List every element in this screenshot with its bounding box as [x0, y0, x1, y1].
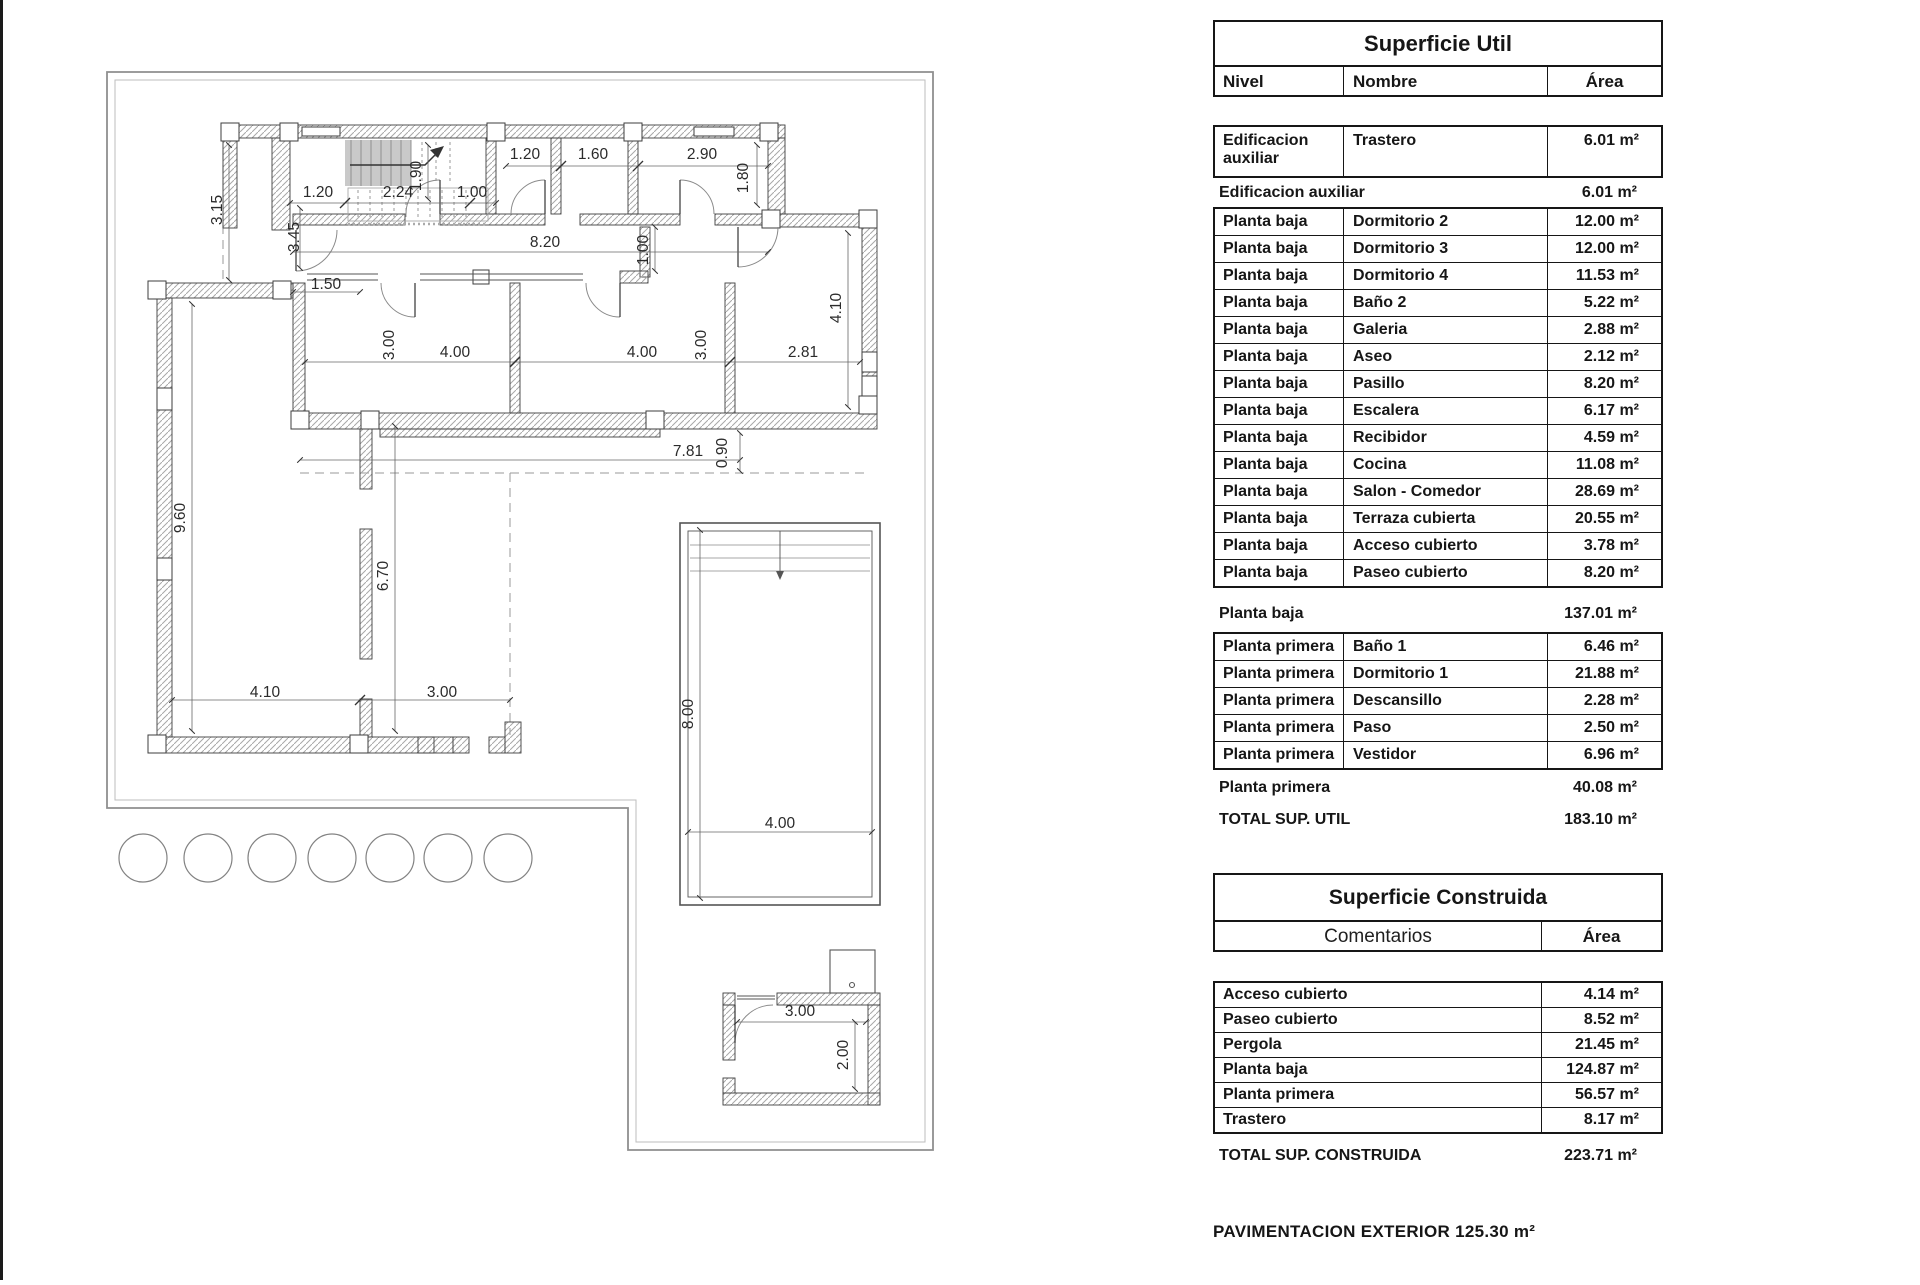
total-area: 183.10 m² [1564, 811, 1637, 828]
cell-nombre: Galeria [1343, 317, 1547, 343]
cell-nombre: Paseo cubierto [1343, 560, 1547, 586]
cell-nivel: Planta baja [1223, 429, 1308, 446]
total-area: 223.71 m² [1564, 1147, 1637, 1164]
cell-nivel: Planta primera [1223, 719, 1335, 736]
subtotal-area: 137.01 m² [1564, 605, 1637, 622]
cell-nombre: Recibidor [1343, 425, 1547, 451]
cell-area: 6.01 m² [1547, 127, 1661, 176]
cell-nombre: Dormitorio 4 [1343, 263, 1547, 289]
superficie-util-header [1213, 20, 1663, 97]
subtotal-label: Planta primera [1219, 779, 1331, 796]
cell-area: 5.22 m² [1547, 290, 1661, 316]
cell-area: 6.96 m² [1547, 742, 1661, 768]
cell-area: 11.08 m² [1547, 452, 1661, 478]
total-superficie-construida [1213, 1142, 1663, 1170]
cell-nivel: Planta baja [1223, 294, 1308, 311]
cell-area: 8.52 m² [1541, 1008, 1661, 1032]
cell-nivel: Planta baja [1223, 375, 1308, 392]
dim-label: 4.00 [626, 344, 658, 361]
cell-nombre: Trastero [1343, 127, 1547, 176]
table-row [1215, 289, 1661, 316]
table-row [1215, 660, 1661, 687]
cell-area: 56.57 m² [1541, 1083, 1661, 1107]
subtotal-planta-primera [1213, 774, 1663, 802]
table-row [1215, 714, 1661, 741]
table-row [1215, 687, 1661, 714]
table-row [1215, 397, 1661, 424]
dim-label: 2.24 [382, 184, 414, 201]
table-title: Superficie Util [1364, 30, 1512, 56]
dim-label: 1.80 [735, 162, 752, 194]
cell-nivel: Planta primera [1223, 746, 1335, 763]
subtotal-label: Planta baja [1219, 605, 1304, 622]
cell-label: Trastero [1223, 1111, 1287, 1128]
cell-area: 21.45 m² [1541, 1033, 1661, 1057]
cell-nombre: Acceso cubierto [1343, 533, 1547, 559]
cell-nombre: Dormitorio 3 [1343, 236, 1547, 262]
table-title: Superficie Construida [1328, 885, 1548, 909]
col-area: Área [1541, 922, 1661, 952]
dim-label: 3.00 [693, 329, 710, 361]
cell-area: 12.00 m² [1547, 236, 1661, 262]
table-columns [1215, 65, 1661, 97]
dim-label: 9.60 [172, 502, 189, 534]
dim-label: 4.10 [828, 292, 845, 324]
cell-nivel: Planta baja [1223, 213, 1308, 230]
total-superficie-util [1213, 806, 1663, 834]
cell-area: 8.20 m² [1547, 560, 1661, 586]
dim-label: 6.70 [375, 560, 392, 592]
table-row [1215, 983, 1661, 1007]
dim-label: 8.00 [680, 698, 697, 730]
table-row [1215, 127, 1661, 176]
cell-nombre: Paso [1343, 715, 1547, 741]
cell-nivel: Planta baja [1223, 456, 1308, 473]
table-row [1215, 1082, 1661, 1107]
table-row [1215, 424, 1661, 451]
cell-nivel: Planta baja [1223, 402, 1308, 419]
table-row [1215, 343, 1661, 370]
dim-label: 3.00 [381, 329, 398, 361]
dim-label: 7.81 [672, 443, 704, 460]
tree-circles [119, 834, 532, 882]
table-row [1215, 532, 1661, 559]
cell-nombre: Dormitorio 2 [1343, 209, 1547, 235]
col-area: Área [1547, 67, 1661, 97]
dim-label: 1.60 [577, 146, 609, 163]
cell-nivel: Planta baja [1223, 483, 1308, 500]
dim-label: 1.50 [310, 276, 342, 293]
cell-area: 2.28 m² [1547, 688, 1661, 714]
cell-area: 21.88 m² [1547, 661, 1661, 687]
dim-label: 2.81 [787, 344, 819, 361]
dim-label: 1.20 [302, 184, 334, 201]
block-planta-primera [1213, 632, 1663, 770]
cell-nombre: Baño 1 [1343, 634, 1547, 660]
dim-label: 1.90 [408, 160, 425, 192]
table-row [1215, 559, 1661, 586]
cell-area: 28.69 m² [1547, 479, 1661, 505]
cell-nivel: Planta baja [1223, 564, 1308, 581]
cell-area: 8.20 m² [1547, 371, 1661, 397]
cell-label: Paseo cubierto [1223, 1011, 1338, 1028]
table-columns [1215, 920, 1661, 952]
glazing [307, 274, 775, 999]
cell-area: 2.50 m² [1547, 715, 1661, 741]
cell-nivel: Planta baja [1223, 240, 1308, 257]
cell-area: 124.87 m² [1541, 1058, 1661, 1082]
cell-nombre: Descansillo [1343, 688, 1547, 714]
dim-label: 3.45 [286, 221, 303, 253]
table-row [1215, 370, 1661, 397]
col-nombre: Nombre [1343, 67, 1547, 97]
subtotal-label: Edificacion auxiliar [1219, 184, 1365, 201]
dim-label: 3.15 [209, 194, 226, 226]
table-row [1215, 634, 1661, 660]
table-row [1215, 1007, 1661, 1032]
cell-nombre: Vestidor [1343, 742, 1547, 768]
subtotal-area: 40.08 m² [1572, 779, 1637, 796]
pavimentacion-note: PAVIMENTACION EXTERIOR 125.30 m² [1213, 1222, 1536, 1241]
dim-label: 0.90 [714, 437, 731, 469]
cell-nombre: Terraza cubierta [1343, 506, 1547, 532]
col-comentarios: Comentarios [1324, 926, 1432, 947]
dim-label: 1.20 [509, 146, 541, 163]
cell-nivel: Edificacion auxiliar [1223, 132, 1309, 167]
cell-label: Pergola [1223, 1036, 1282, 1053]
dim-label: 4.10 [249, 684, 281, 701]
cell-area: 6.46 m² [1547, 634, 1661, 660]
table-row [1215, 1032, 1661, 1057]
cell-area: 11.53 m² [1547, 263, 1661, 289]
cell-nombre: Dormitorio 1 [1343, 661, 1547, 687]
table-row [1215, 451, 1661, 478]
cell-nivel: Planta baja [1223, 321, 1308, 338]
total-label: TOTAL SUP. UTIL [1219, 811, 1351, 828]
table-row [1215, 478, 1661, 505]
cell-area: 6.17 m² [1547, 398, 1661, 424]
dim-label: 1.00 [635, 234, 652, 266]
table-row [1215, 1057, 1661, 1082]
table-row [1215, 235, 1661, 262]
cell-label: Planta baja [1223, 1061, 1308, 1078]
cell-nombre: Pasillo [1343, 371, 1547, 397]
cell-area: 20.55 m² [1547, 506, 1661, 532]
cell-area: 8.17 m² [1541, 1108, 1661, 1132]
cell-area: 4.14 m² [1541, 983, 1661, 1007]
cell-nivel: Planta primera [1223, 665, 1335, 682]
dim-label: 8.20 [529, 234, 561, 251]
table-row [1215, 209, 1661, 235]
dim-label: 3.00 [426, 684, 458, 701]
dim-label: 1.00 [456, 184, 488, 201]
cell-area: 2.88 m² [1547, 317, 1661, 343]
col-nivel: Nivel [1223, 72, 1264, 91]
cell-nombre: Escalera [1343, 398, 1547, 424]
subtotal-edificacion-auxiliar [1213, 180, 1663, 206]
cell-nombre: Aseo [1343, 344, 1547, 370]
table-row [1215, 1107, 1661, 1132]
dim-label: 2.00 [835, 1039, 852, 1071]
block-construida [1213, 981, 1663, 1134]
cell-area: 2.12 m² [1547, 344, 1661, 370]
dim-label: 4.00 [764, 815, 796, 832]
superficie-construida-header [1213, 873, 1663, 952]
subtotal-area: 6.01 m² [1581, 184, 1637, 201]
total-label: TOTAL SUP. CONSTRUIDA [1219, 1147, 1422, 1164]
cell-nivel: Planta baja [1223, 267, 1308, 284]
cell-nivel: Planta baja [1223, 537, 1308, 554]
cell-nivel: Planta baja [1223, 348, 1308, 365]
property-boundary [107, 72, 933, 1150]
cell-nombre: Salon - Comedor [1343, 479, 1547, 505]
swimming-pool [680, 523, 880, 905]
dim-label: 3.00 [784, 1003, 816, 1020]
cell-nombre: Baño 2 [1343, 290, 1547, 316]
equipment-box [830, 950, 875, 993]
table-row [1215, 316, 1661, 343]
table-row [1215, 505, 1661, 532]
cell-nombre: Cocina [1343, 452, 1547, 478]
cell-label: Acceso cubierto [1223, 986, 1348, 1003]
dim-label: 2.90 [686, 146, 718, 163]
table-row [1215, 262, 1661, 289]
subtotal-planta-baja [1213, 600, 1663, 628]
block-edificacion-auxiliar [1213, 125, 1663, 178]
cell-nivel: Planta primera [1223, 692, 1335, 709]
block-planta-baja [1213, 207, 1663, 588]
cell-label: Planta primera [1223, 1086, 1335, 1103]
table-row [1215, 741, 1661, 768]
cell-area: 3.78 m² [1547, 533, 1661, 559]
cell-nivel: Planta baja [1223, 510, 1308, 527]
cell-area: 12.00 m² [1547, 209, 1661, 235]
walls [150, 125, 880, 1105]
cell-area: 4.59 m² [1547, 425, 1661, 451]
dim-label: 4.00 [439, 344, 471, 361]
cell-nivel: Planta primera [1223, 638, 1335, 655]
